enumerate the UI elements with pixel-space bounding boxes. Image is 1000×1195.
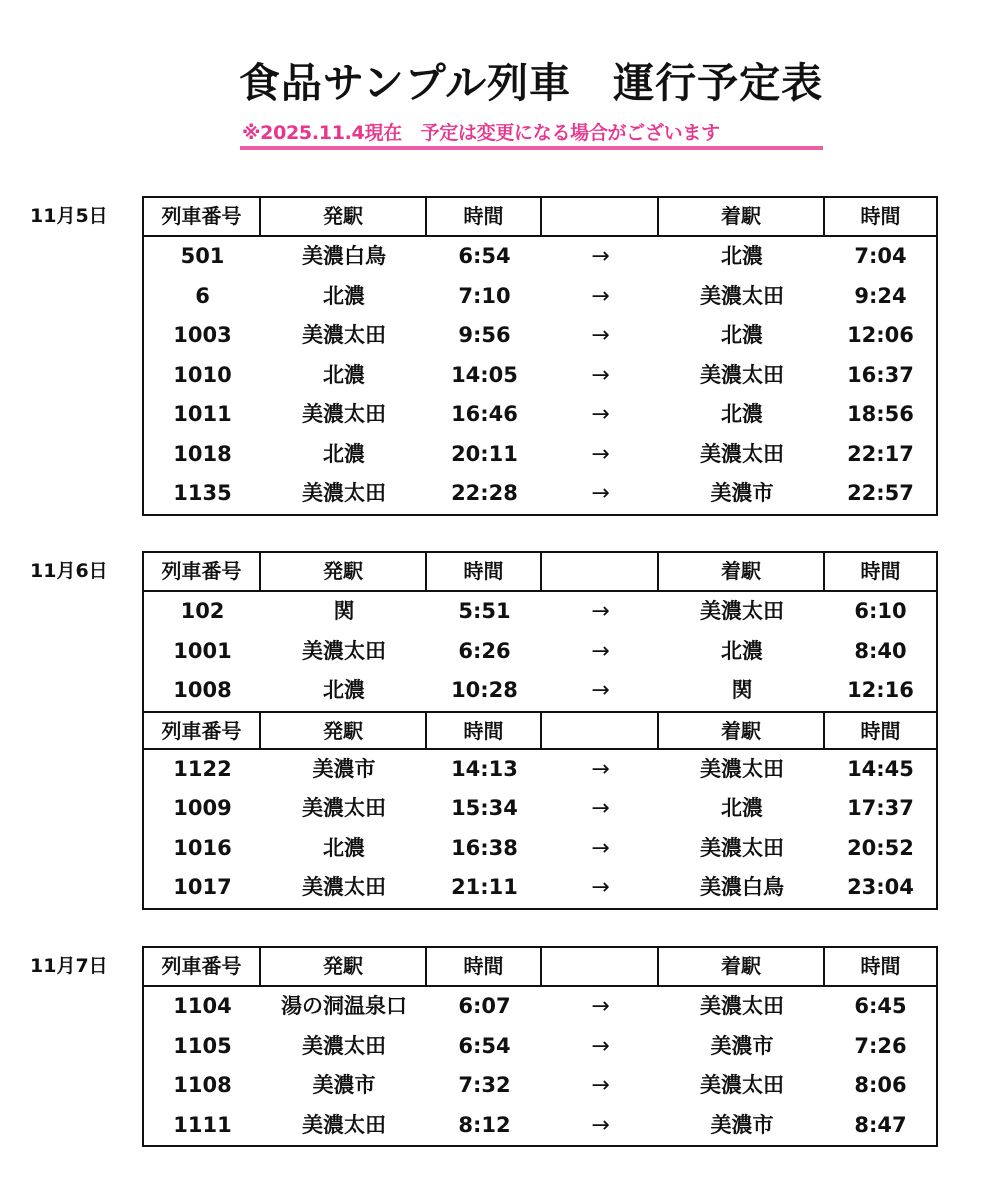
arrival-station: 美濃太田 [700, 1073, 784, 1097]
departure-time: 20:11 [451, 441, 518, 466]
header-arrival-time: 時間 [860, 204, 901, 228]
arrival-time: 17:37 [847, 796, 914, 820]
arrival-time: 7:26 [854, 1033, 907, 1058]
table-row [144, 1106, 936, 1146]
header-departure-time: 時間 [427, 948, 542, 985]
departure-station: 北濃 [323, 835, 365, 860]
departure-time: 6:26 [458, 638, 511, 663]
table-row [144, 829, 936, 869]
arrival-time: 14:45 [847, 756, 914, 781]
arrow-icon: → [591, 1073, 610, 1098]
table-row [144, 435, 936, 475]
arrival-time: 12:06 [847, 323, 914, 347]
departure-time: 16:38 [451, 835, 518, 860]
departure-time: 9:56 [458, 323, 511, 347]
arrival-station: 北濃 [721, 796, 763, 820]
arrival-station: 北濃 [721, 323, 763, 347]
header-departure-station: 発駅 [261, 948, 427, 985]
arrival-time: 16:37 [847, 362, 914, 387]
departure-time: 7:10 [458, 283, 511, 308]
train-number: 1108 [173, 1073, 232, 1097]
header-departure-station: 発駅 [261, 713, 427, 748]
departure-station: 北濃 [323, 441, 365, 466]
train-number: 1010 [173, 362, 232, 387]
header-train-number: 列車番号 [144, 948, 261, 985]
notice-underline [240, 146, 823, 150]
table-row [144, 316, 936, 356]
header-direction-arrow [542, 553, 659, 590]
departure-time: 6:54 [458, 244, 511, 268]
arrival-station: 北濃 [721, 402, 763, 426]
day-label: 11月6日 [30, 560, 108, 582]
header-direction-arrow [542, 198, 659, 235]
arrow-icon: → [591, 283, 610, 309]
arrival-time: 9:24 [854, 283, 907, 308]
arrival-time: 22:57 [847, 481, 914, 505]
day-label: 11月7日 [30, 955, 108, 977]
schedule-table [142, 196, 938, 516]
train-number: 1009 [173, 796, 232, 820]
arrival-time: 8:47 [854, 1112, 907, 1137]
arrow-icon: → [591, 678, 610, 703]
table-row [144, 750, 936, 790]
table-header-row [144, 198, 936, 237]
departure-station: 美濃太田 [302, 1112, 386, 1137]
arrival-time: 23:04 [847, 875, 914, 899]
header-train-number: 列車番号 [144, 198, 261, 235]
arrow-icon: → [591, 441, 610, 467]
arrival-station: 美濃太田 [700, 441, 784, 466]
table-header-row [144, 711, 936, 750]
header-train-number: 列車番号 [144, 553, 261, 590]
table-row [144, 671, 936, 711]
departure-station: 北濃 [323, 362, 365, 387]
train-number: 1111 [173, 1112, 232, 1137]
departure-station: 美濃白鳥 [302, 244, 386, 268]
arrival-station: 美濃太田 [700, 362, 784, 387]
arrival-station: 美濃太田 [700, 756, 784, 781]
departure-time: 6:54 [458, 1033, 511, 1058]
arrival-time: 7:04 [854, 244, 907, 268]
departure-station: 美濃市 [312, 1073, 376, 1097]
train-number: 1016 [173, 835, 232, 860]
schedule-table [142, 946, 938, 1147]
arrival-time: 22:17 [847, 441, 914, 466]
arrow-icon: → [591, 1112, 610, 1138]
arrival-time: 8:40 [854, 638, 907, 663]
arrow-icon: → [591, 796, 610, 821]
departure-time: 14:05 [451, 362, 518, 387]
table-row [144, 1027, 936, 1067]
header-arrival-station: 着駅 [659, 948, 825, 985]
departure-time: 8:12 [458, 1112, 511, 1137]
departure-time: 14:13 [451, 756, 518, 781]
arrow-icon: → [591, 875, 610, 900]
departure-time: 6:07 [458, 994, 511, 1018]
departure-station: 美濃太田 [302, 638, 386, 663]
departure-time: 21:11 [451, 875, 518, 899]
departure-station: 関 [333, 599, 355, 623]
departure-time: 5:51 [458, 599, 511, 623]
departure-station: 美濃太田 [302, 402, 386, 426]
arrow-icon: → [591, 756, 610, 782]
arrival-time: 6:10 [854, 599, 907, 623]
header-departure-time: 時間 [427, 198, 542, 235]
arrival-station: 美濃太田 [700, 994, 784, 1018]
header-direction-arrow [542, 948, 659, 985]
arrival-station: 美濃太田 [700, 835, 784, 860]
arrival-station: 美濃白鳥 [700, 875, 784, 899]
table-row [144, 277, 936, 317]
departure-station: 美濃太田 [302, 875, 386, 899]
table-row [144, 868, 936, 908]
arrow-icon: → [591, 638, 610, 664]
header-departure-station: 発駅 [261, 198, 427, 235]
header-train-number: 列車番号 [144, 713, 261, 748]
train-number: 1001 [173, 638, 232, 663]
train-number: 1105 [173, 1033, 232, 1058]
arrival-station: 美濃市 [710, 1033, 774, 1058]
arrival-station: 美濃市 [710, 1112, 774, 1137]
train-number: 102 [180, 599, 225, 623]
train-number: 1018 [173, 441, 232, 466]
table-row [144, 632, 936, 672]
table-row [144, 1066, 936, 1106]
departure-time: 15:34 [451, 796, 518, 820]
arrow-icon: → [591, 1033, 610, 1059]
train-number: 1008 [173, 678, 232, 702]
departure-station: 美濃太田 [302, 796, 386, 820]
arrow-icon: → [591, 835, 610, 861]
arrival-station: 美濃太田 [700, 283, 784, 308]
departure-station: 北濃 [323, 283, 365, 308]
schedule-notice: ※2025.11.4現在 予定は変更になる場合がございます [242, 122, 720, 144]
arrival-time: 20:52 [847, 835, 914, 860]
header-arrival-station: 着駅 [659, 553, 825, 590]
header-direction-arrow [542, 713, 659, 748]
header-arrival-station: 着駅 [659, 713, 825, 748]
arrow-icon: → [591, 994, 610, 1019]
train-number: 1104 [173, 994, 232, 1018]
departure-station: 美濃太田 [302, 481, 386, 505]
train-number: 1135 [173, 481, 232, 505]
arrival-time: 18:56 [847, 402, 914, 426]
page-title: 食品サンプル列車 運行予定表 [238, 59, 824, 107]
departure-time: 22:28 [451, 481, 518, 505]
departure-time: 16:46 [451, 402, 518, 426]
header-arrival-time: 時間 [860, 559, 901, 583]
arrival-time: 6:45 [854, 994, 907, 1018]
departure-station: 美濃太田 [302, 323, 386, 347]
arrival-station: 関 [731, 678, 753, 702]
arrow-icon: → [591, 481, 610, 506]
departure-station: 湯の洞温泉口 [281, 994, 407, 1018]
train-number: 1017 [173, 875, 232, 899]
arrow-icon: → [591, 402, 610, 427]
departure-time: 7:32 [458, 1073, 511, 1097]
table-row [144, 395, 936, 435]
header-departure-station: 発駅 [261, 553, 427, 590]
departure-station: 美濃市 [312, 756, 376, 781]
table-header-row [144, 553, 936, 592]
arrow-icon: → [591, 244, 610, 269]
train-number: 6 [195, 283, 210, 308]
table-row [144, 237, 936, 277]
arrival-station: 美濃市 [710, 481, 774, 505]
header-arrival-station: 着駅 [659, 198, 825, 235]
day-label: 11月5日 [30, 205, 108, 227]
table-row [144, 789, 936, 829]
table-row [144, 592, 936, 632]
arrow-icon: → [591, 362, 610, 388]
table-header-row [144, 948, 936, 987]
arrival-station: 美濃太田 [700, 599, 784, 623]
arrival-station: 北濃 [721, 638, 763, 663]
header-arrival-time: 時間 [860, 718, 901, 743]
train-number: 1011 [173, 402, 232, 426]
train-number: 1122 [173, 756, 232, 781]
header-departure-time: 時間 [427, 553, 542, 590]
train-number: 501 [180, 244, 225, 268]
header-arrival-time: 時間 [860, 954, 901, 978]
departure-station: 美濃太田 [302, 1033, 386, 1058]
table-row [144, 987, 936, 1027]
arrival-time: 12:16 [847, 678, 914, 702]
arrow-icon: → [591, 599, 610, 624]
departure-station: 北濃 [323, 678, 365, 702]
table-row [144, 356, 936, 396]
train-number: 1003 [173, 323, 232, 347]
arrival-station: 北濃 [721, 244, 763, 268]
header-departure-time: 時間 [427, 713, 542, 748]
departure-time: 10:28 [451, 678, 518, 702]
table-row [144, 474, 936, 514]
arrow-icon: → [591, 323, 610, 348]
arrival-time: 8:06 [854, 1073, 907, 1097]
schedule-table [142, 551, 938, 910]
